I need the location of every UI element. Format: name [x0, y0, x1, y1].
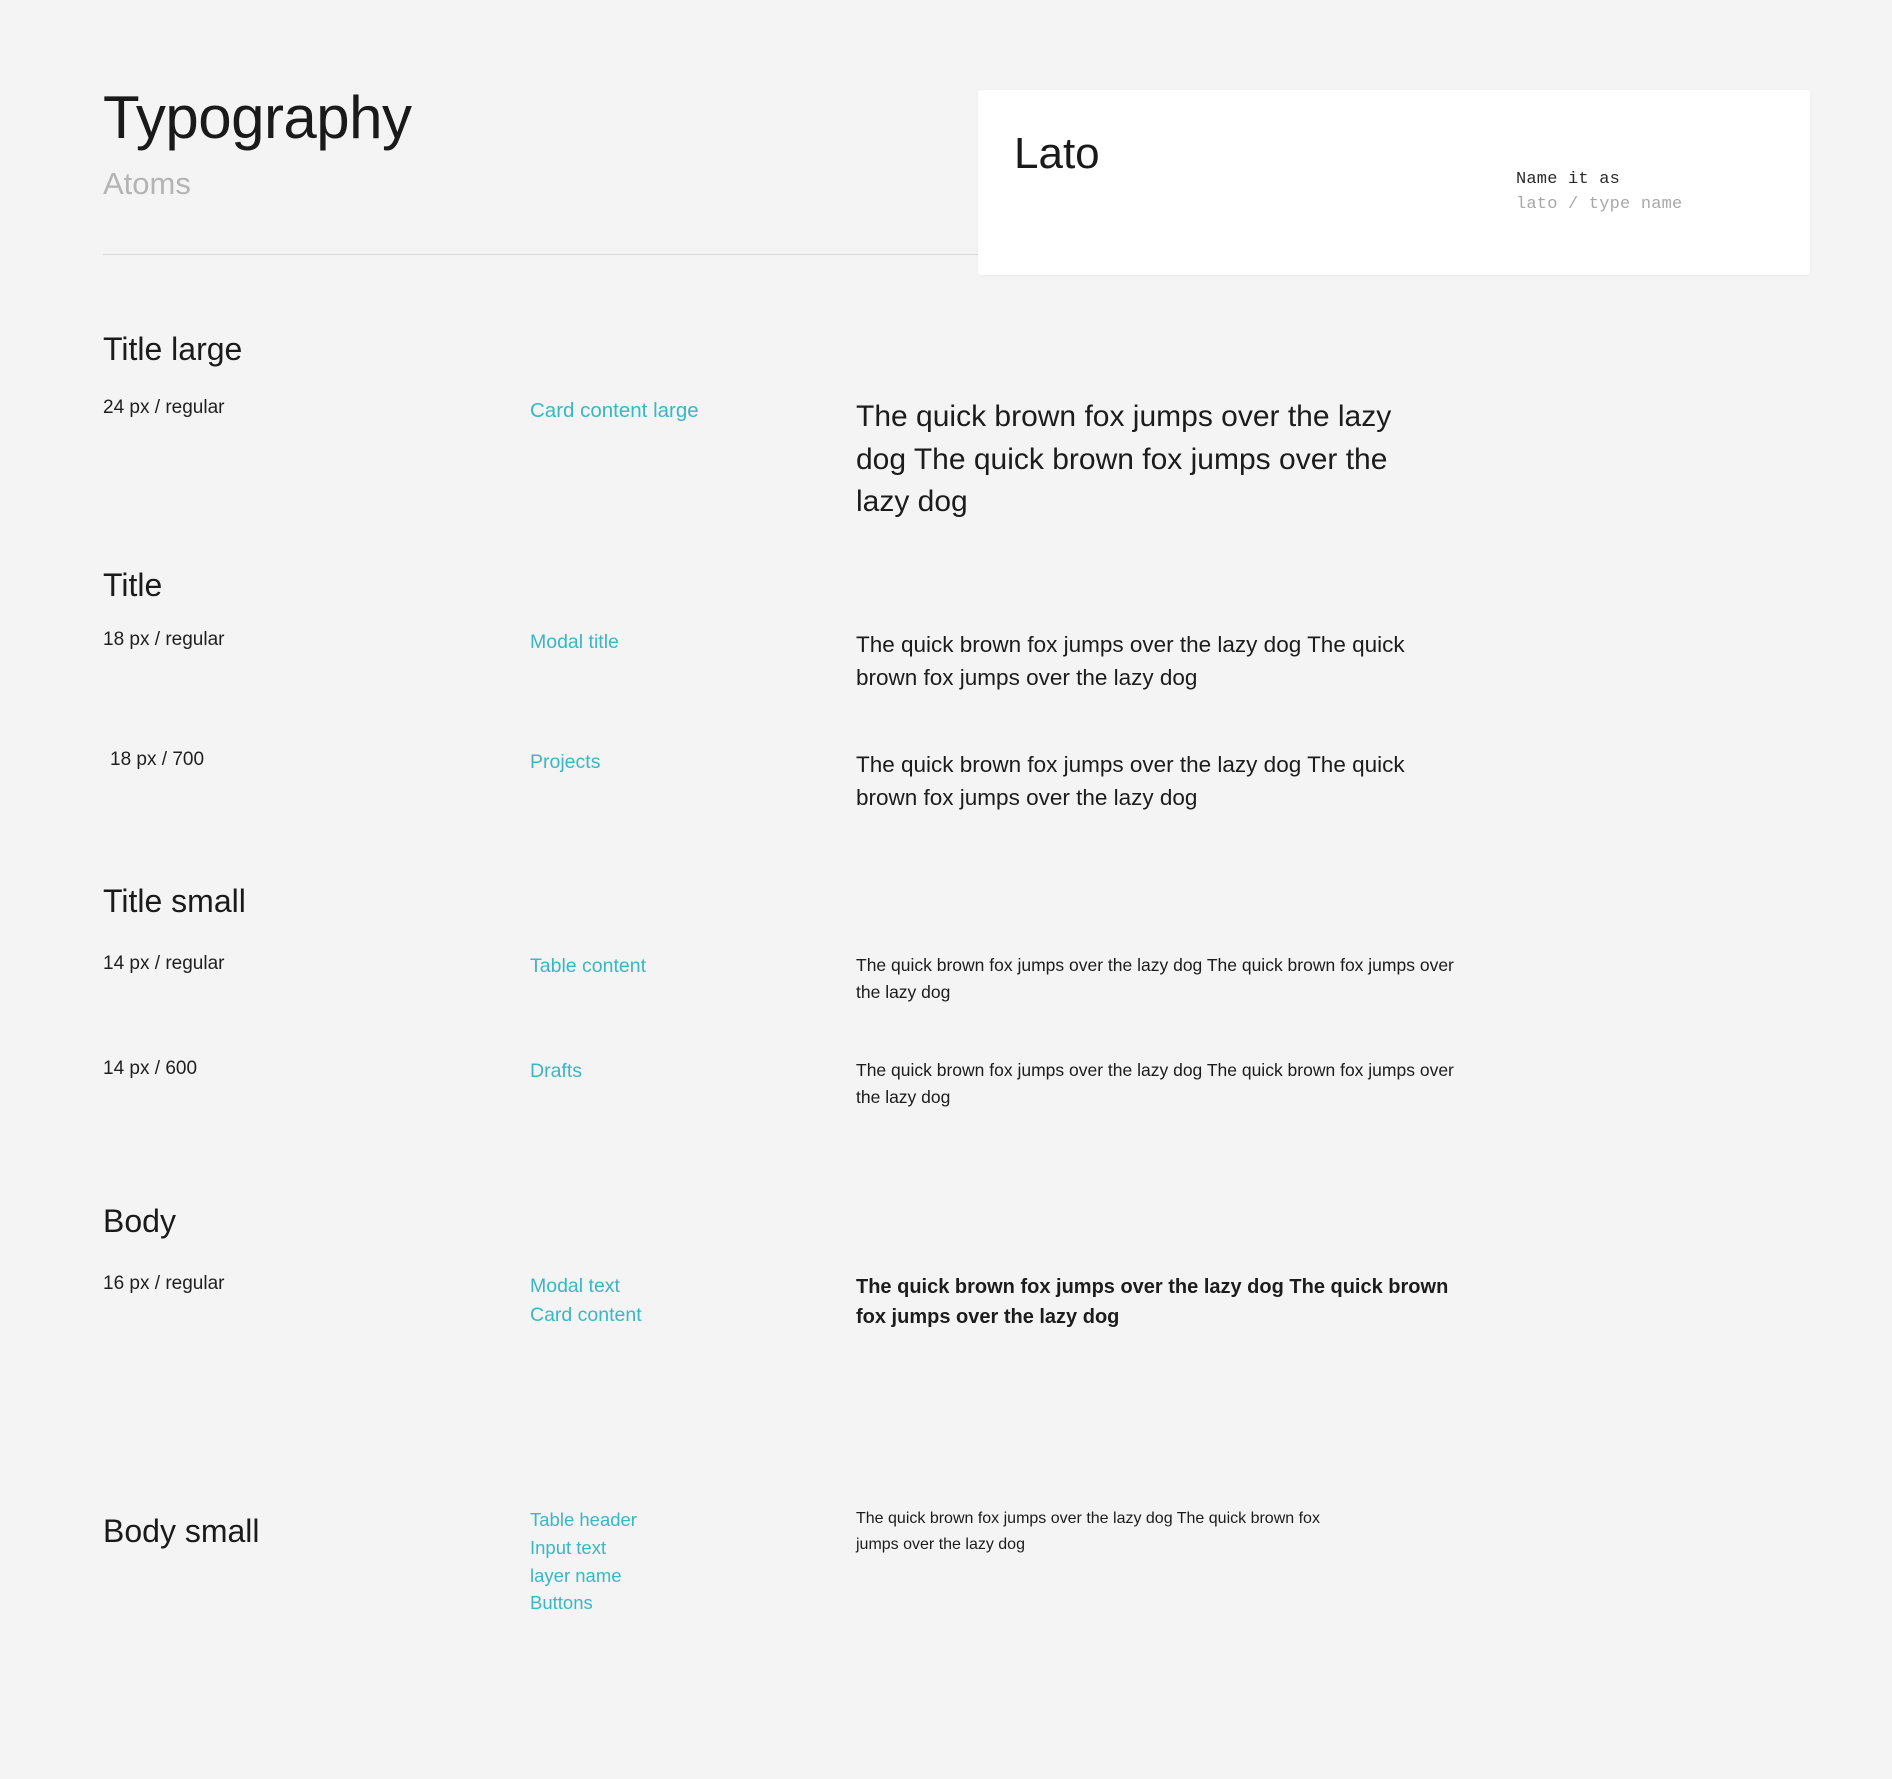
section-heading: Title — [103, 567, 163, 603]
section-body-small — [0, 1454, 1892, 1694]
type-row-usages — [530, 952, 730, 981]
type-row-usages — [530, 628, 730, 657]
section-heading: Body small — [103, 1513, 260, 1549]
type-row-usages — [530, 1272, 730, 1331]
font-meta-label: Name it as — [1516, 170, 1621, 189]
type-row-usages — [530, 748, 730, 777]
usage-label: Table header — [530, 1509, 637, 1530]
type-row-sample: The quick brown fox jumps over the lazy dog The quick brown fox jumps over the lazy dog — [856, 1276, 1449, 1328]
font-naming-block — [1516, 168, 1766, 217]
font-name: Lato — [1014, 129, 1100, 178]
type-row-usages — [530, 1506, 730, 1617]
usage-label: Buttons — [530, 1592, 593, 1614]
usage-label: Table content — [530, 955, 647, 977]
page-subtitle: Atoms — [103, 166, 191, 201]
usage-label: Projects — [530, 751, 601, 773]
type-row-sample: The quick brown fox jumps over the lazy dog The quick brown fox jumps over the lazy dog — [856, 1060, 1454, 1108]
usage-label: Card content large — [530, 399, 699, 422]
type-row-spec: 18 px / 700 — [110, 749, 205, 770]
type-scale-sections — [0, 300, 1892, 1694]
usage-label: Input text — [530, 1536, 607, 1558]
type-row-spec: 14 px / regular — [103, 953, 225, 974]
type-row-sample: The quick brown fox jumps over the lazy dog The quick brown fox jumps over the lazy dog — [856, 400, 1392, 519]
usage-label: Card content — [530, 1304, 642, 1327]
section-heading: Title small — [103, 883, 246, 919]
section-title-large — [0, 300, 1892, 568]
type-row-spec: 24 px / regular — [103, 397, 225, 418]
type-row-sample: The quick brown fox jumps over the lazy dog The quick brown fox jumps over the lazy dog — [856, 955, 1454, 1003]
section-title-small — [0, 854, 1892, 1204]
usage-label: Modal text — [530, 1275, 620, 1297]
page-header — [103, 86, 983, 201]
type-row-sample: The quick brown fox jumps over the lazy dog The quick brown fox jumps over the lazy dog — [856, 752, 1405, 811]
type-row-spec: 18 px / regular — [103, 629, 225, 650]
type-row-usages — [530, 396, 730, 427]
section-body — [0, 1204, 1892, 1454]
font-meta-value: lato / type name — [1516, 194, 1683, 214]
type-row-sample: The quick brown fox jumps over the lazy dog The quick brown fox jumps over the lazy dog — [856, 1510, 1320, 1553]
section-title — [0, 568, 1892, 854]
section-heading: Body — [103, 1203, 176, 1239]
section-heading: Title large — [103, 331, 243, 367]
usage-label: Modal title — [530, 631, 619, 653]
type-row-sample: The quick brown fox jumps over the lazy dog The quick brown fox jumps over the lazy dog — [856, 632, 1405, 691]
type-row-spec: 14 px / 600 — [103, 1058, 198, 1079]
type-row-spec: 16 px / regular — [103, 1273, 225, 1294]
usage-label: layer name — [530, 1564, 622, 1586]
page-title: Typography — [103, 84, 412, 151]
type-row-usages — [530, 1057, 730, 1086]
usage-label: Drafts — [530, 1060, 583, 1082]
font-card — [978, 90, 1810, 275]
